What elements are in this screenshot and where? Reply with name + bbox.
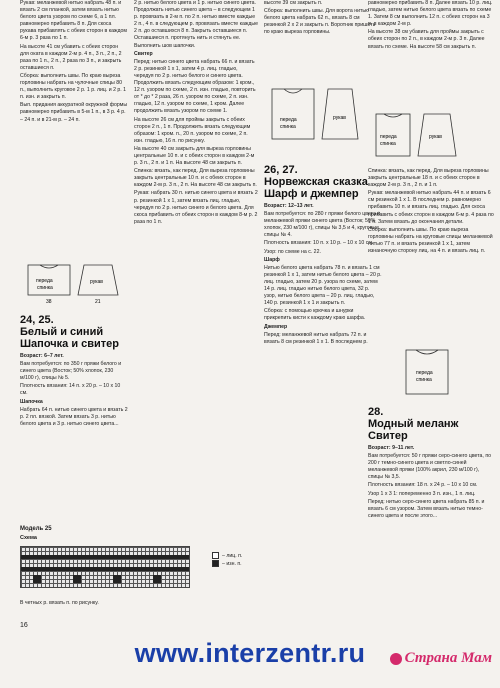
- watermark-logo: Страна Мам: [390, 650, 492, 667]
- svg-text:спинка: спинка: [380, 141, 396, 147]
- svg-text:спинка: спинка: [280, 124, 296, 130]
- age-text: Возраст: 6–7 лет.: [20, 353, 64, 359]
- jumper-diagram: [372, 104, 488, 168]
- sweater-subtitle: Свитер: [134, 50, 153, 57]
- svg-text:переда: переда: [380, 134, 397, 140]
- article-26-27: [264, 160, 382, 347]
- svg-text:спинка: спинка: [37, 285, 53, 291]
- column-4-cont: [368, 168, 494, 256]
- svg-text:рукав: рукав: [429, 134, 442, 140]
- article-heading-28: 28. Модный меланж Свитер: [368, 406, 459, 442]
- column-2: [134, 0, 258, 227]
- jumper-title: Джемпер: [264, 323, 288, 330]
- article-heading-26-27: 26, 27. Норвежская сказка Шарф и джемпер: [264, 164, 368, 200]
- assembly-text-4: Сборка: выполнить швы. По краю выреза горловины набрать на круговые спицы меланжевой нитью 77 п. и вязать резинкой 1 х 1, затем изнаночную сторону лиц. на 4 п. и вязать лиц. п.: [368, 226, 493, 255]
- model-title: Модель 25: [20, 526, 52, 532]
- back-text-4: Спинка: вязать, как перед. Для выреза горловины закрыть центральные 18 п. и с обеих сторон в каждом 2-м р. 3 п., 2 п. и 1 п.: [368, 168, 489, 189]
- neck-text-2: На высоте 40 см закрыть для выреза горловины центральные 10 п. и с обеих сторон в каждом 2-м р. 3 п., 2 п. и 1 п. На высоте 48 см закрыть п.: [134, 145, 255, 167]
- sleeve-text: Рукав: меланжевой нитью набрать 48 п. и вязать 2 см планкой, затем вязать нитью белого цвета узором по схеме 6, а 1 пл. равномерно прибавить 8 п. Для скоса рукава прибавлять с обеих сторон в каждом 6-м р. 3 раза по 1 п.: [20, 0, 127, 42]
- sweater-pattern-diagram: [22, 255, 130, 307]
- back-text: Спинка: вязать, как перед. Для выреза горловины закрыть центральные 10 п. и с обеих сторон в каждом 2-м р. 3 п., 2 п. На высоте 48 см закрыть п.: [134, 168, 257, 189]
- front-text-28: Перед: нитью серо-синего цвета набрать 85 п. и вязать 6 см узором. Затем вязать нитью темно-синего цвета и после этого...: [368, 498, 485, 519]
- scarf-title: Шарф: [264, 256, 280, 263]
- neck-text: Вып. придания аккуратной окружной формы равномерно прибавить в 5-м 1 п., в 3 р. 4 р. – 24 п. и в 21-м р. – 24 п.: [20, 102, 128, 123]
- scarf-assembly: Сборка: с помощью крючка и шнурки прикрепить кисти к каждому краю шарфа.: [264, 308, 366, 322]
- scheme-note: В четных р. вязать п. по рисунку.: [20, 600, 99, 606]
- sweater-diagram-3: [376, 344, 488, 404]
- svg-text:спинка: спинка: [416, 377, 432, 383]
- scheme-title: Схема: [20, 535, 37, 541]
- knitting-chart-grid: [20, 546, 190, 588]
- svg-text:переда: переда: [416, 370, 433, 376]
- svg-text:рукав: рукав: [333, 115, 346, 121]
- watermark-icon: [390, 653, 402, 665]
- jumper-text: Перед: меланжевой нитью набрать 72 п. и вязать 8 см резинкой 1 х 1. В последнем р.: [264, 331, 368, 345]
- armhole-text: На высоте 41 см убавить с обеих сторон для окатa в каждом 2-м р. 4 п., 3 п., 2 п., 2 раза по 1 п., 2 п., 2 раза по 3 п., и закрыть оставшиеся п.: [20, 43, 122, 71]
- svg-text:рукав: рукав: [90, 279, 103, 285]
- materials-text: Вам потребуется: по 350 г пряжи белого и синего цвета (Восток; 50% хлопок, 230 м/100 г), спицы № 5.: [20, 361, 122, 382]
- front-text-4: равномерно прибавить 8 п. Далее вязать 10 р. лиц. гладью, затем нитью белого цвета вязать по схеме 1. Затем 8 см выполнить 12 п. с обеих сторон на 3 п. в каждом 2-м р.: [368, 0, 493, 28]
- legend-knit-swatch: [212, 552, 219, 559]
- column-4: [368, 0, 494, 52]
- article-heading-24-25: 24, 25. Белый и синий Шапочка и свитер: [20, 314, 120, 350]
- density-text-2: Плотность вязания: 10 п. х 10 р. – 10 х 10 см.: [264, 240, 374, 247]
- footer-url[interactable]: www.interzentr.ru: [134, 638, 366, 668]
- pattern-text-4: Узор 1 х 3 1: попеременно 3 п. изн., 1 п. лиц.: [368, 490, 476, 497]
- svg-text:38: 38: [46, 299, 52, 305]
- hat-title: Шапочка: [20, 398, 43, 405]
- column-3: [264, 0, 382, 37]
- top-text: высоте 39 см закрыть п.: [264, 0, 323, 6]
- sweater-diagram-2: [266, 75, 362, 159]
- hat-text: Набрать 64 п. нитью синего цвета и вязать 2 р. 2 пл. вязкой. Затем вязать 3 р. нитью белого цвета и 3 р. нитью синего цвета...: [20, 406, 128, 427]
- armhole-text-4: На высоте 38 см убавить для проймы закрыть с обеих сторон по 2 п., в каждом 2-м р. 3 п. Далее вязать по схеме. На высоте 58 см закрыть п.: [368, 29, 485, 50]
- density-text-4: Плотность вязания: 18 п. х 24 р. – 10 х 10 см.: [368, 482, 478, 489]
- front-text: Перед: нитью синего цвета набрать 66 п. и вязать 2 р. резинкой 1 х 1, затем 4 р. лиц. гладью, чередуя по 2 р. нитью белого и синего цвета. Продолжить вязать следующим образом: 1 кром., 12 п. узором по схеме, 2 п. изн. гладью, повторить от * до * 2 раза, 26 п. узором по схеме, 2 п. изн. гладью, 12 п. узором по схеме, 1 кром. Далее продолжить вязать узором по схеме 1.: [134, 58, 256, 115]
- assembly-text: Сборка: выполнить швы. По краю выреза горловины набрать на чулочные спицы 80 п., выполнить круговое 2 р. 1 р. лиц. и 2 р. 1 п. изн. и закрыть п.: [20, 72, 127, 101]
- density-text: Плотность вязания: 14 п. х 20 р. – 10 х 10 см.: [20, 383, 121, 397]
- svg-text:переда: переда: [36, 278, 53, 284]
- svg-text:переда: переда: [280, 117, 297, 123]
- page-number: 16: [20, 622, 28, 629]
- materials-text-4: Вам потребуется: 50 г пряжи серо-синего цвета, по 200 г темно-синего цвета и светло-синей меланжевой пряжи (100% акрил, 230 м/100 г), спицы № 3,5.: [368, 453, 492, 481]
- age-text-2: Возраст: 12–13 лет.: [264, 203, 314, 209]
- armhole-text-2: На высоте 26 см для проймы закрыть с обеих сторон 2 п., 1 п. Продолжить вязать следующим образом: 1 кром. п., 20 п. узором по схеме, 2 п. изн. гладью, 16 п. по рисунку.: [134, 116, 251, 144]
- age-text-4: Возраст: 9–11 лет.: [368, 445, 415, 451]
- legend-purl-swatch: [212, 560, 219, 567]
- sleeve-text-2: Рукав: набрать 30 п. нитью синего цвета и вязать 2 р. резинкой 1 х 1, затем вязать лиц. гладью, чередуя по 2 р. нитью синего и белого цвета. Для скоса прибавить от обеих сторон в каждом 8-м р. 2 раза по 1 п.: [134, 190, 258, 225]
- chart-legend: – лиц. п. – изн. п.: [212, 552, 242, 568]
- sleeve-text-4: Рукав: меланжевой нитью набрать 44 п. и вязать 6 см резинкой 1 х 1. В последнем р. равномерно прибавить 10 п. и вязать лиц. гладью. Для скоса прибавить с обеих сторон в каждом 6-м р. 4 раза по 1 п. Затем вязать до окончания детали.: [368, 190, 494, 225]
- materials-text-2: Вам потребуется: по 280 г пряжи белого цвета и меланжевой пряжи синего цвета (Восток; 50% хлопок, 230 м/100 г), спицы № 3,5 и 4, круговые спицы № 4.: [264, 211, 381, 239]
- svg-text:21: 21: [95, 299, 101, 305]
- article-28: [368, 402, 494, 521]
- column-1: [20, 0, 128, 125]
- pattern-ref: Узор: по схеме на с. 22.: [264, 248, 321, 255]
- scarf-text: Нитью белого цвета набрать 78 п. и вязать 1 см резинкой 1 х 1, затем нитью белого цвета – 20 р. лиц. гладью, затем 20 р. узора по схеме, затем 14 р. лиц. гладью нитью белого цвета, 32 р. узор, нитью белого цвета – 20 р. лиц. гладью, 140 р. резинкой 1 х 1 и закрыть п.: [264, 264, 382, 307]
- hat-continued-text: 2 р. нитью белого цвета и 1 р. нитью синего цвета. Продолжать нитью синего цвета – в следующем 1 р. провязать в 2-м п. по 2 п. нитью вместе каждые 2 п., 4 п. в следующем р. провязать вместе каждые 2 п. до оставшихся 8 п. Закрыть оставшиеся п. Оставшиеся п. протянуть нить и стянуть ее. Выполнить шов шапочки.: [134, 0, 258, 49]
- assembly-text-3: Сборка: выполнить швы. Для ворота нитью белого цвета набрать 62 п., вязать 8 см резинкой 2 х 2 и закрыть п. Воротник пришить по краю выреза горловины.: [264, 8, 376, 36]
- article-24-25: [20, 310, 128, 429]
